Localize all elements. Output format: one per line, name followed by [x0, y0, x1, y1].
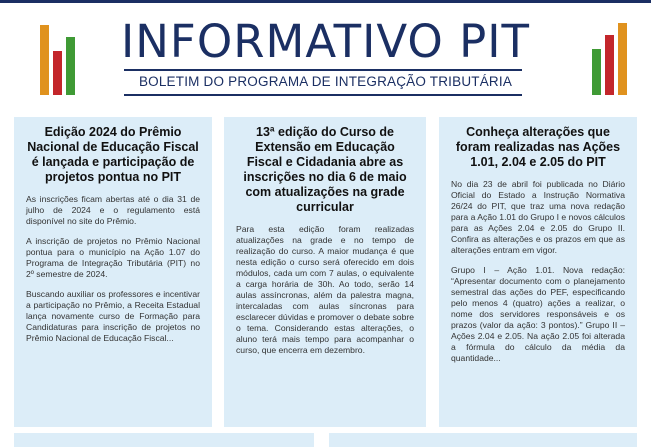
article-paragraph: A inscrição de projetos no Prêmio Nacional pontua para o município na Ação 1.07 do Programa de Integração Tributária (PIT) no 2º semestre de 2024.	[26, 236, 200, 279]
news-column-curso	[224, 117, 426, 427]
article-paragraph: As inscrições ficam abertas até o dia 31 de julho de 2024 e o regulamento está disponível no site do Prêmio.	[26, 194, 200, 226]
news-column-acoes	[439, 117, 637, 427]
masthead	[0, 3, 651, 110]
article-heading: Conheça alterações que foram realizadas nas Ações 1.01, 2.04 e 2.05 do PIT	[455, 125, 621, 169]
news-column-premio	[14, 117, 212, 427]
title-divider	[124, 69, 522, 71]
subtitle-divider	[124, 94, 522, 96]
next-article-panel-right	[329, 433, 637, 447]
next-article-panel-left	[14, 433, 314, 447]
article-heading: Edição 2024 do Prêmio Nacional de Educação Fiscal é lançada e participação de projetos pontua no PIT	[27, 125, 199, 184]
article-paragraph: No dia 23 de abril foi publicada no Diário Oficial do Estado a Instrução Normativa 26/24 do PIT, que traz uma nova redação para a Ação 1.01 do Grupo I e novos cálculos para as Ações 2.04 e 2.05 do Grupo II. Confira as alterações e os prazos em que as alterações entram em vigor.	[451, 179, 625, 255]
article-paragraph: Para esta edição foram realizadas atualizações na grade e no tempo de realização do curso. A maior mudança é que nesta edição o curso será oferecido em dois módulos, cada um com 7 aulas, o equivalente a carga horária de 30h. Ao todo, serão 14 aulas assíncronas, além da palestra magna, intercaladas com aulas síncronas para esclarecer dúvidas e promover o debate sobre o tema. Considerando estas alterações, o aluno terá mais tempo para acompanhar o curso, que encerra em dezembro.	[236, 224, 414, 355]
article-paragraph: Grupo I – Ação 1.01. Nova redação: “Apresentar documento com o planejamento semestral das ações do PEF, especificando pelo menos 4 (quatro) ações a realizar, o nome dos servidores responsáveis e os prazos (valor da ação: 3 pontos).” Grupo II – Ações 2.04 e 2.05. Na ação 2.05 foi alterada a fórmula do cálculo da média da quantidade...	[451, 265, 625, 363]
article-paragraph: Buscando auxiliar os professores e incentivar a participação no Prêmio, a Receita Estadual lança novamente curso de Formação para Candidaturas para inscrição de projetos no Prêmio Nacional de Educação Fiscal...	[26, 289, 200, 343]
page-title: INFORMATIVO PIT	[121, 15, 530, 68]
article-heading: 13ª edição do Curso de Extensão em Educação Fiscal e Cidadania abre as inscrições no dia 6 de maio com atualizações na grade curricular	[243, 125, 407, 214]
page-subtitle: BOLETIM DO PROGRAMA DE INTEGRAÇÃO TRIBUTÁRIA	[138, 74, 513, 89]
